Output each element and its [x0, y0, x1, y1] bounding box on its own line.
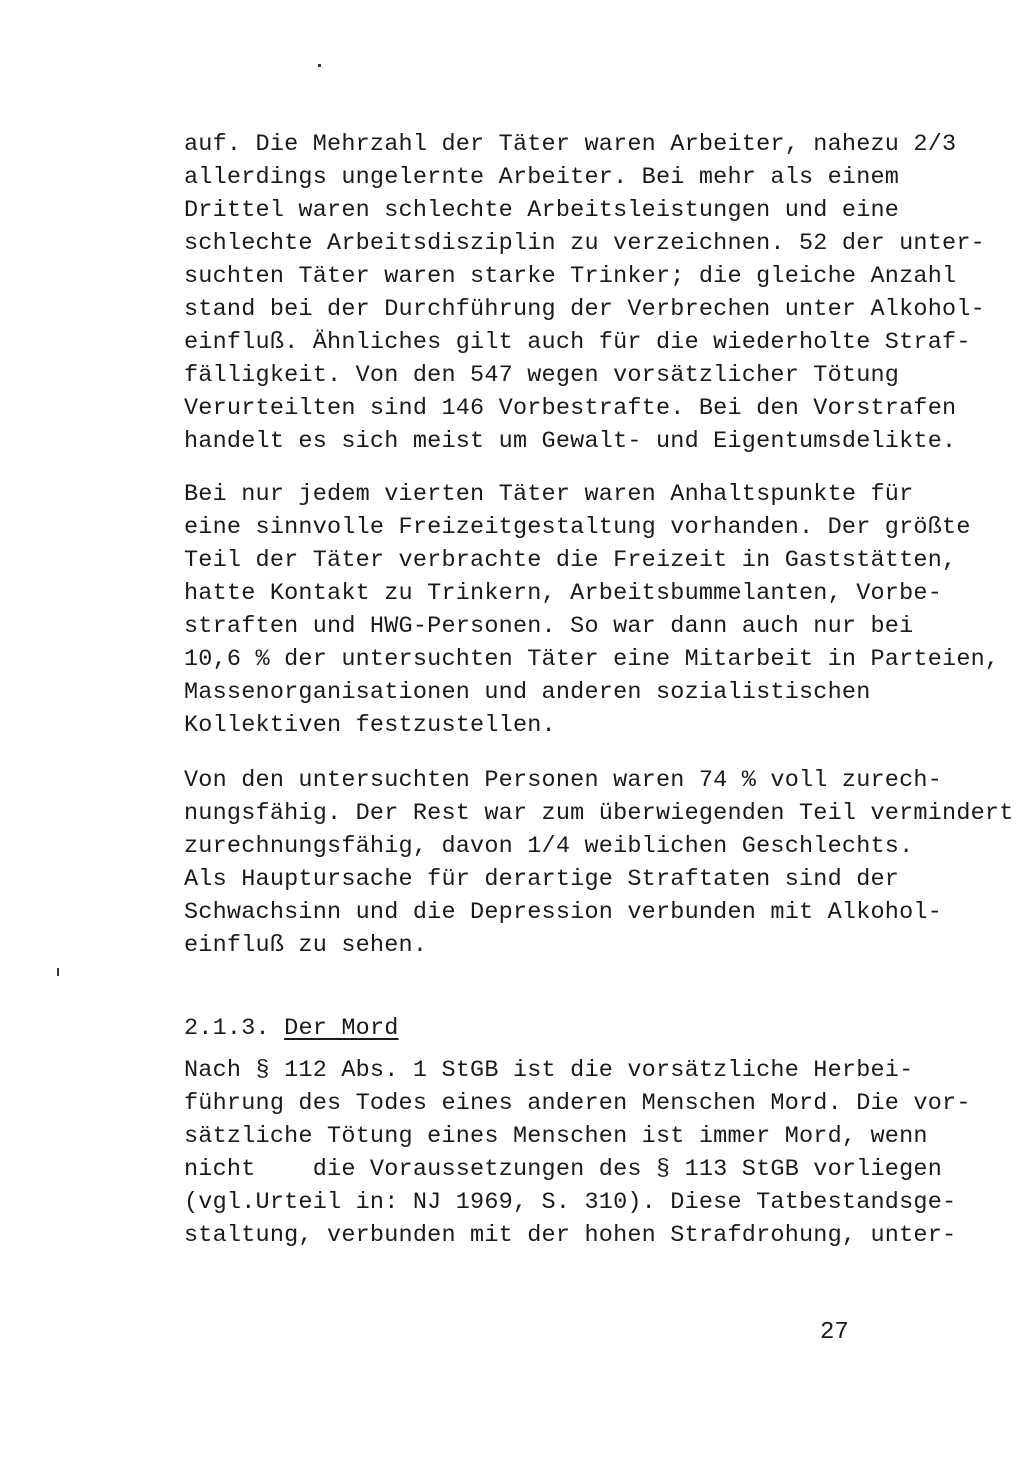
text-line: Nach § 112 Abs. 1 StGB ist die vorsätzliche Herbei- — [184, 1057, 914, 1084]
section-heading — [184, 1012, 399, 1045]
text-line: handelt es sich meist um Gewalt- und Eigentumsdelikte. — [184, 428, 957, 455]
text-line: allerdings ungelernte Arbeiter. Bei mehr als einem — [184, 164, 900, 191]
scan-mark — [57, 968, 59, 976]
text-line: führung des Todes eines anderen Menschen Mord. Die vor- — [184, 1090, 971, 1117]
text-line: 10,6 % der untersuchten Täter eine Mitarbeit in Parteien, — [184, 646, 1000, 673]
text-line: Drittel waren schlechte Arbeitsleistungen und eine — [184, 197, 900, 224]
text-line: einfluß. Ähnliches gilt auch für die wiederholte Straf- — [184, 329, 971, 356]
paragraph-accountability — [184, 764, 1014, 962]
text-line: einfluß zu sehen. — [184, 932, 428, 959]
text-line: hatte Kontakt zu Trinkern, Arbeitsbummelanten, Vorbe- — [184, 580, 943, 607]
text-line: schlechte Arbeitsdisziplin zu verzeichnen. 52 der unter- — [184, 230, 985, 257]
paragraph-murder-definition — [184, 1054, 971, 1252]
section-heading-line — [184, 1012, 399, 1045]
text-line: Verurteilten sind 146 Vorbestrafte. Bei den Vorstrafen — [184, 395, 957, 422]
text-line: Massenorganisationen und anderen sozialistischen — [184, 679, 871, 706]
text-line: fälligkeit. Von den 547 wegen vorsätzlicher Tötung — [184, 362, 900, 389]
section-title: Der Mord — [284, 1015, 399, 1042]
text-line: Schwachsinn und die Depression verbunden mit Alkohol- — [184, 899, 943, 926]
text-line: Teil der Täter verbrachte die Freizeit in Gaststätten, — [184, 547, 957, 574]
text-line: Kollektiven festzustellen. — [184, 712, 556, 739]
text-line: Bei nur jedem vierten Täter waren Anhaltspunkte für — [184, 481, 914, 508]
text-line: nungsfähig. Der Rest war zum überwiegenden Teil vermindert — [184, 800, 1014, 827]
text-line: straften und HWG-Personen. So war dann auch nur bei — [184, 613, 914, 640]
scan-mark — [318, 64, 321, 67]
section-number: 2.1.3. — [184, 1015, 270, 1042]
text-line: stand bei der Durchführung der Verbrechen unter Alkohol- — [184, 296, 985, 323]
paragraph-offender-profile — [184, 128, 985, 458]
text-line: staltung, verbunden mit der hohen Strafdrohung, unter- — [184, 1222, 957, 1249]
paragraph-leisure — [184, 478, 999, 742]
text-line: nicht die Voraussetzungen des § 113 StGB vorliegen — [184, 1156, 943, 1183]
text-line: (vgl.Urteil in: NJ 1969, S. 310). Diese Tatbestandsge- — [184, 1189, 957, 1216]
page-number: 27 — [820, 1319, 849, 1346]
text-line: auf. Die Mehrzahl der Täter waren Arbeiter, nahezu 2/3 — [184, 131, 957, 158]
text-line: zurechnungsfähig, davon 1/4 weiblichen Geschlechts. — [184, 833, 914, 860]
text-line: eine sinnvolle Freizeitgestaltung vorhanden. Der größte — [184, 514, 971, 541]
text-line: Von den untersuchten Personen waren 74 % voll zurech- — [184, 767, 943, 794]
text-line: Als Hauptursache für derartige Straftaten sind der — [184, 866, 900, 893]
text-line: suchten Täter waren starke Trinker; die gleiche Anzahl — [184, 263, 957, 290]
text-line: sätzliche Tötung eines Menschen ist immer Mord, wenn — [184, 1123, 928, 1150]
